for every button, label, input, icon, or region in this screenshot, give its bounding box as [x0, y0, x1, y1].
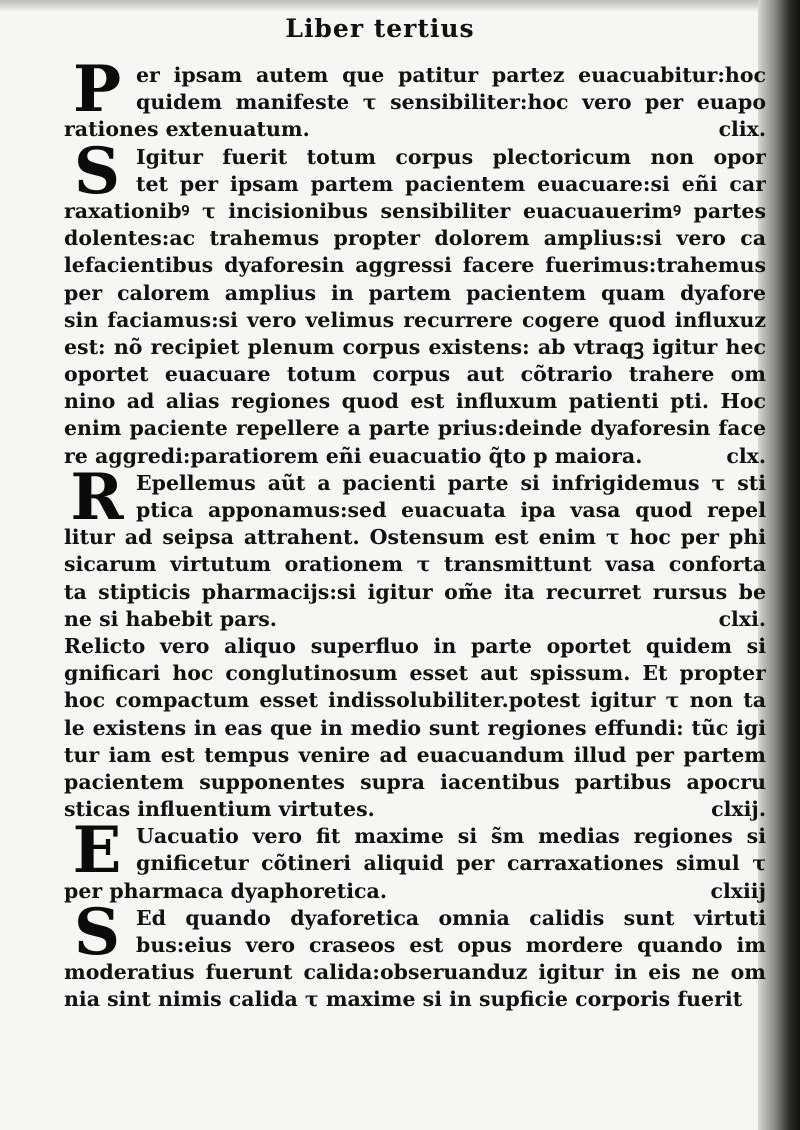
line-text: nia sint nimis calida τ maxime si in supficie corporis fuerit [64, 987, 743, 1012]
line-text: gnificari hoc conglutinosum esset aut spissum. Et propter [64, 661, 766, 686]
text-line [136, 62, 766, 89]
line-text: Epellemus aũt a pacienti parte si infrigidemus τ sti [136, 470, 766, 495]
paragraph [64, 459, 766, 633]
line-text: Ed quando dyaforetica omnia calidis sunt virtuti [136, 905, 766, 930]
text-line [64, 633, 766, 660]
text-line [64, 225, 766, 252]
text-line [64, 280, 766, 307]
decorated-initial: R [70, 459, 124, 535]
line-text: tet per ipsam partem pacientem euacuare:si eñi car [136, 171, 766, 196]
text-block [64, 52, 766, 1014]
text-line [64, 986, 766, 1013]
section-number: clxi. [718, 606, 766, 631]
text-line [64, 742, 766, 769]
line-text: tur iam est tempus venire ad euacuandum illud per partem [64, 742, 766, 767]
paragraph [64, 133, 766, 470]
text-line [64, 443, 766, 470]
decorated-initial: P [72, 52, 122, 127]
line-text: le existens in eas que in medio sunt regiones effundi: tũc igi [64, 715, 766, 740]
line-text: gnificetur cõtineri aliquid per carraxationes simul τ [136, 851, 766, 876]
text-line [136, 171, 766, 198]
text-line [64, 307, 766, 334]
text-line [64, 415, 766, 442]
page-top-shadow [0, 0, 800, 12]
line-text: pacientem supponentes supra iacentibus partibus apocru [64, 769, 766, 794]
text-line [64, 959, 766, 986]
line-text: Uacuatio vero fit maxime si s̃m medias regiones si [136, 824, 766, 849]
line-text: er ipsam autem que patitur partez euacuabitur:hoc [136, 63, 766, 87]
decorated-initial: S [73, 894, 121, 970]
text-line [64, 334, 766, 361]
paragraph [64, 813, 766, 905]
text-line [64, 769, 766, 796]
line-text: moderatius fuerunt calida:obseruanduz igitur in eis ne om [64, 960, 766, 985]
decorated-initial: S [73, 133, 121, 209]
text-line [64, 796, 766, 823]
line-text: hoc compactum esset indissolubiliter.potest igitur τ non ta [64, 688, 766, 713]
line-text: lefacientibus dyaforesin aggressi facere fuerimus:trahemus [64, 253, 766, 278]
text-line [136, 905, 766, 932]
section-number: clix. [718, 117, 766, 142]
line-text: litur ad seipsa attrahent. Ostensum est enim τ hoc per phi [64, 525, 766, 550]
line-text: Relicto vero aliquo superfluo in parte oportet quidem si [64, 633, 766, 658]
line-text: rationes extenuatum. [64, 117, 310, 142]
text-line [64, 606, 766, 633]
line-text: oportet euacuare totum corpus aut cõtrario trahere om [64, 362, 766, 387]
text-line [64, 252, 766, 279]
text-line [64, 388, 766, 415]
text-line [136, 932, 766, 959]
line-text: sin faciamus:si vero velimus recurrere cogere quod influxuz [64, 307, 766, 332]
line-text: per pharmaca dyaphoretica. [64, 878, 387, 903]
paragraph [64, 52, 766, 144]
running-head: Liber tertius [285, 14, 475, 43]
decorated-initial: E [72, 813, 122, 889]
text-line [64, 551, 766, 578]
text-line [64, 715, 766, 742]
paragraph [64, 894, 766, 1014]
text-line [64, 524, 766, 551]
section-number: clxij. [711, 797, 766, 822]
line-text: re aggredi:paratiorem eñi euacuatio q̃to p maiora. [64, 443, 643, 468]
line-text: quidem manifeste τ sensibiliter:hoc vero per euapo [136, 90, 766, 115]
text-line [136, 850, 766, 877]
line-text: enim paciente repellere a parte prius:deinde dyaforesin face [64, 416, 766, 441]
line-text: nino ad alias regiones quod est influxum patienti pti. Hoc [64, 389, 766, 414]
text-line [64, 116, 766, 143]
line-text: ta stipticis pharmacijs:si igitur om̃e ita recurret rursus be [64, 579, 766, 604]
paragraph [64, 633, 766, 823]
text-line [136, 89, 766, 116]
text-line [64, 361, 766, 388]
line-text: per calorem amplius in partem pacientem quam dyafore [64, 280, 766, 305]
line-text: sicarum virtutum orationem τ transmittunt vasa conforta [64, 552, 766, 577]
text-line [64, 878, 766, 905]
section-number: clxiij [710, 878, 766, 903]
text-line [64, 687, 766, 714]
line-text: bus:eius vero craseos est opus mordere quando im [136, 933, 766, 957]
line-text: ptica apponamus:sed euacuata ipa vasa quod repel [136, 498, 766, 522]
line-text: sticas influentium virtutes. [64, 797, 375, 822]
line-text: est: nõ recipiet plenum corpus existens: ab vtraqꝫ igitur hec [64, 334, 766, 359]
text-line [64, 660, 766, 687]
text-line [136, 823, 766, 850]
section-number: clx. [726, 443, 766, 468]
text-line [136, 497, 766, 524]
text-line [136, 144, 766, 171]
text-line [136, 470, 766, 497]
line-text: ne si habebit pars. [64, 606, 277, 631]
line-text: dolentes:ac trahemus propter dolorem amplius:si vero ca [64, 226, 766, 251]
text-line [64, 579, 766, 606]
line-text: Igitur fuerit totum corpus plectoricum non opor [136, 144, 766, 169]
text-line [64, 198, 766, 225]
line-text: raxationibꝰ τ incisionibus sensibiliter euacuauerimꝰ partes [64, 198, 766, 223]
